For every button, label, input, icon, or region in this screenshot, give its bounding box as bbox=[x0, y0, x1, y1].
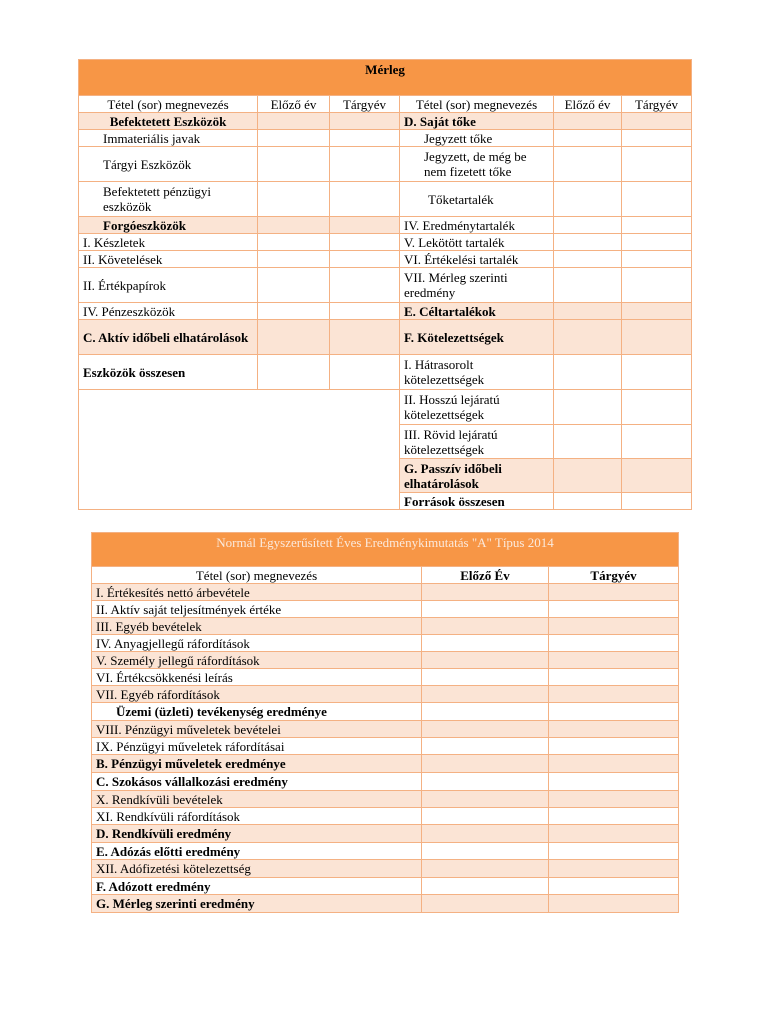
income-row-label: D. Rendkívüli eredmény bbox=[92, 825, 422, 843]
value-cell bbox=[549, 791, 679, 808]
value-cell bbox=[554, 493, 622, 510]
income-row-label: XII. Adófizetési kötelezettség bbox=[92, 860, 422, 878]
value-cell bbox=[258, 320, 330, 355]
value-cell bbox=[554, 217, 622, 234]
value-cell bbox=[422, 843, 549, 860]
balance-sheet-title: Mérleg bbox=[79, 60, 692, 96]
value-cell bbox=[622, 459, 692, 493]
value-cell bbox=[554, 320, 622, 355]
value-cell bbox=[330, 130, 400, 147]
left-row-label: I. Készletek bbox=[79, 234, 258, 251]
value-cell bbox=[549, 860, 679, 878]
value-cell bbox=[422, 601, 549, 618]
income-row-label: C. Szokásos vállalkozási eredmény bbox=[92, 773, 422, 791]
value-cell bbox=[422, 652, 549, 669]
income-row-label: X. Rendkívüli bevételek bbox=[92, 791, 422, 808]
right-row-label: F. Kötelezettségek bbox=[400, 320, 554, 355]
value-cell bbox=[422, 635, 549, 652]
value-cell bbox=[258, 303, 330, 320]
value-cell bbox=[330, 147, 400, 182]
value-cell bbox=[549, 721, 679, 738]
col-header-curr: Tárgyév bbox=[549, 567, 679, 584]
value-cell bbox=[554, 459, 622, 493]
col-header-prev-right: Előző év bbox=[554, 96, 622, 113]
left-row-label: Befektetett pénzügyi eszközök bbox=[79, 182, 258, 217]
value-cell bbox=[554, 234, 622, 251]
balance-sheet-table bbox=[78, 59, 692, 510]
value-cell bbox=[622, 268, 692, 303]
value-cell bbox=[422, 773, 549, 791]
value-cell bbox=[622, 320, 692, 355]
value-cell bbox=[258, 234, 330, 251]
left-row-label: Immateriális javak bbox=[79, 130, 258, 147]
value-cell bbox=[549, 669, 679, 686]
income-statement-table bbox=[91, 532, 679, 913]
value-cell bbox=[554, 147, 622, 182]
value-cell bbox=[554, 130, 622, 147]
value-cell bbox=[258, 251, 330, 268]
value-cell bbox=[258, 355, 330, 390]
value-cell bbox=[554, 390, 622, 425]
empty-area bbox=[79, 390, 400, 510]
col-header-prev: Előző Év bbox=[422, 567, 549, 584]
income-row-label: E. Adózás előtti eredmény bbox=[92, 843, 422, 860]
value-cell bbox=[554, 182, 622, 217]
col-header-item-left: Tétel (sor) megnevezés bbox=[79, 96, 258, 113]
value-cell bbox=[330, 182, 400, 217]
right-row-label: III. Rövid lejáratú kötelezettségek bbox=[400, 425, 554, 459]
income-row-label: I. Értékesítés nettó árbevétele bbox=[92, 584, 422, 601]
left-row-label: II. Követelések bbox=[79, 251, 258, 268]
value-cell bbox=[549, 652, 679, 669]
value-cell bbox=[330, 355, 400, 390]
value-cell bbox=[622, 425, 692, 459]
value-cell bbox=[622, 130, 692, 147]
right-row-label: IV. Eredménytartalék bbox=[400, 217, 554, 234]
value-cell bbox=[549, 825, 679, 843]
value-cell bbox=[554, 268, 622, 303]
value-cell bbox=[422, 703, 549, 721]
right-row-label: VI. Értékelési tartalék bbox=[400, 251, 554, 268]
income-row-label: II. Aktív saját teljesítmények értéke bbox=[92, 601, 422, 618]
value-cell bbox=[422, 825, 549, 843]
col-header-prev-left: Előző év bbox=[258, 96, 330, 113]
value-cell bbox=[422, 669, 549, 686]
income-row-label: VI. Értékcsökkenési leírás bbox=[92, 669, 422, 686]
right-row-label: I. Hátrasorolt kötelezettségek bbox=[400, 355, 554, 390]
col-header-curr-left: Tárgyév bbox=[330, 96, 400, 113]
value-cell bbox=[549, 703, 679, 721]
left-row-label: C. Aktív időbeli elhatárolások bbox=[79, 320, 258, 355]
value-cell bbox=[422, 860, 549, 878]
col-header-item: Tétel (sor) megnevezés bbox=[92, 567, 422, 584]
value-cell bbox=[549, 808, 679, 825]
income-row-label: IX. Pénzügyi műveletek ráfordításai bbox=[92, 738, 422, 755]
left-row-label: II. Értékpapírok bbox=[79, 268, 258, 303]
income-row-label: IV. Anyagjellegű ráfordítások bbox=[92, 635, 422, 652]
value-cell bbox=[622, 234, 692, 251]
value-cell bbox=[422, 738, 549, 755]
value-cell bbox=[258, 182, 330, 217]
right-row-label: Jegyzett, de még be nem fizetett tőke bbox=[400, 147, 554, 182]
value-cell bbox=[422, 584, 549, 601]
left-row-label: IV. Pénzeszközök bbox=[79, 303, 258, 320]
value-cell bbox=[549, 878, 679, 895]
value-cell bbox=[622, 303, 692, 320]
value-cell bbox=[330, 251, 400, 268]
income-row-label: VII. Egyéb ráfordítások bbox=[92, 686, 422, 703]
right-row-label: II. Hosszú lejáratú kötelezettségek bbox=[400, 390, 554, 425]
value-cell bbox=[422, 808, 549, 825]
right-row-label: Források összesen bbox=[400, 493, 554, 510]
value-cell bbox=[422, 895, 549, 913]
value-cell bbox=[549, 895, 679, 913]
col-header-item-right: Tétel (sor) megnevezés bbox=[400, 96, 554, 113]
left-row-label: Eszközök összesen bbox=[79, 355, 258, 390]
right-row-label: Tőketartalék bbox=[400, 182, 554, 217]
value-cell bbox=[549, 773, 679, 791]
income-statement-title: Normál Egyszerűsített Éves Eredménykimutatás "A" Típus 2014 bbox=[92, 533, 679, 567]
value-cell bbox=[622, 217, 692, 234]
value-cell bbox=[330, 217, 400, 234]
value-cell bbox=[549, 618, 679, 635]
value-cell bbox=[422, 721, 549, 738]
value-cell bbox=[258, 268, 330, 303]
right-row-label: Jegyzett tőke bbox=[400, 130, 554, 147]
col-header-curr-right: Tárgyév bbox=[622, 96, 692, 113]
income-row-label: III. Egyéb bevételek bbox=[92, 618, 422, 635]
left-row-label: Befektetett Eszközök bbox=[79, 113, 258, 130]
value-cell bbox=[554, 113, 622, 130]
value-cell bbox=[258, 113, 330, 130]
value-cell bbox=[549, 601, 679, 618]
right-row-label: G. Passzív időbeli elhatárolások bbox=[400, 459, 554, 493]
income-row-label: G. Mérleg szerinti eredmény bbox=[92, 895, 422, 913]
value-cell bbox=[549, 635, 679, 652]
value-cell bbox=[622, 355, 692, 390]
value-cell bbox=[554, 303, 622, 320]
value-cell bbox=[554, 425, 622, 459]
value-cell bbox=[622, 390, 692, 425]
right-row-label: VII. Mérleg szerinti eredmény bbox=[400, 268, 554, 303]
right-row-label: V. Lekötött tartalék bbox=[400, 234, 554, 251]
value-cell bbox=[258, 217, 330, 234]
income-row-label: XI. Rendkívüli ráfordítások bbox=[92, 808, 422, 825]
value-cell bbox=[622, 251, 692, 268]
value-cell bbox=[330, 303, 400, 320]
value-cell bbox=[622, 493, 692, 510]
value-cell bbox=[258, 130, 330, 147]
income-row-label: V. Személy jellegű ráfordítások bbox=[92, 652, 422, 669]
value-cell bbox=[622, 182, 692, 217]
value-cell bbox=[549, 686, 679, 703]
value-cell bbox=[549, 738, 679, 755]
value-cell bbox=[622, 147, 692, 182]
right-row-label: D. Saját tőke bbox=[400, 113, 554, 130]
income-row-label: Üzemi (üzleti) tevékenység eredménye bbox=[92, 703, 422, 721]
value-cell bbox=[330, 320, 400, 355]
value-cell bbox=[330, 234, 400, 251]
income-row-label: F. Adózott eredmény bbox=[92, 878, 422, 895]
value-cell bbox=[549, 755, 679, 773]
value-cell bbox=[554, 251, 622, 268]
income-row-label: VIII. Pénzügyi műveletek bevételei bbox=[92, 721, 422, 738]
value-cell bbox=[549, 843, 679, 860]
left-row-label: Tárgyi Eszközök bbox=[79, 147, 258, 182]
value-cell bbox=[330, 268, 400, 303]
value-cell bbox=[422, 755, 549, 773]
value-cell bbox=[422, 791, 549, 808]
value-cell bbox=[422, 878, 549, 895]
value-cell bbox=[554, 355, 622, 390]
value-cell bbox=[549, 584, 679, 601]
value-cell bbox=[422, 686, 549, 703]
value-cell bbox=[258, 147, 330, 182]
value-cell bbox=[422, 618, 549, 635]
income-row-label: B. Pénzügyi műveletek eredménye bbox=[92, 755, 422, 773]
right-row-label: E. Céltartalékok bbox=[400, 303, 554, 320]
value-cell bbox=[622, 113, 692, 130]
left-row-label: Forgóeszközök bbox=[79, 217, 258, 234]
value-cell bbox=[330, 113, 400, 130]
